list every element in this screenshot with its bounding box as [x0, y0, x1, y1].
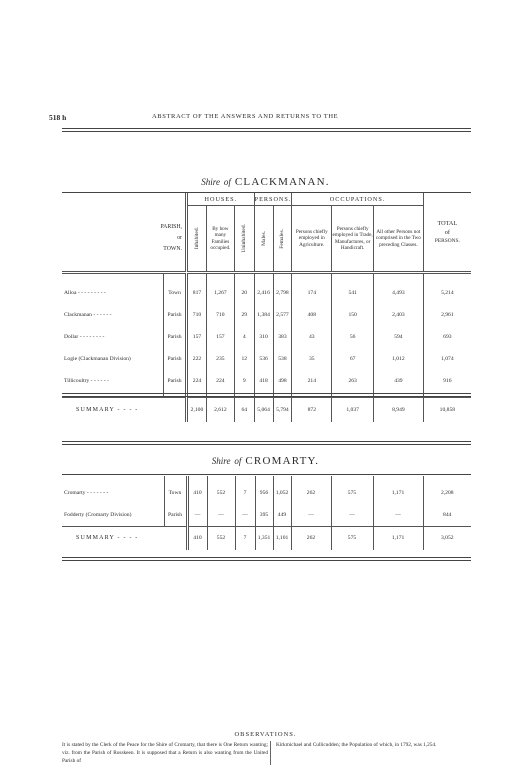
- houses-header: HOUSES.: [187, 193, 255, 206]
- divider: [62, 444, 471, 445]
- divider: [62, 441, 471, 442]
- table-row: Cromarty - - - - - - - Town 410 552 7 956 1,052 262 575 1,171 2,208: [62, 482, 471, 504]
- shire-title-clackmannan: Shire of CLACKMANAN.: [201, 176, 330, 188]
- divider: [62, 131, 471, 132]
- table-row: Alloa - - - - - - - - - Town 817 1,267 20 2,416 2,798 174 541 4,493 5,214: [62, 282, 471, 304]
- table-row: Clackmanan - - - - - - Parish 710 710 29 1,384 2,577 408 150 2,403 2,961: [62, 304, 471, 326]
- divider: [62, 396, 471, 397]
- divider: [62, 557, 471, 558]
- agriculture-header: Persons chiefly employed in Agriculture.: [292, 206, 332, 272]
- page-number: 518 h: [49, 113, 67, 122]
- divider: [62, 474, 471, 475]
- males-header: Males.: [260, 231, 267, 246]
- table-row: Logie (Clackmanan Division) Parish 222 235 12 536 538 35 67 1,012 1,074: [62, 348, 471, 370]
- divider: [270, 741, 271, 765]
- observations-title: OBSERVATIONS.: [234, 731, 297, 738]
- cromarty-table: [62, 476, 471, 550]
- persons-header: PERSONS.: [254, 193, 292, 206]
- other-header: All other Persons not comprised in the Two preceding Classes.: [374, 206, 424, 272]
- divider: [62, 560, 471, 561]
- table-row: Dollar - - - - - - - - Parish 157 157 4 310 383 43 56 594 693: [62, 326, 471, 348]
- observations-left: It is stated by the Clerk of the Peace for the Shire of Cromarty, that there is One Return wanting; viz. from the Parish of Rosskeen. It is supposed that a Return is also wanting from the United Parish of: [62, 742, 268, 764]
- divider: [62, 128, 471, 129]
- total-header: TOTAL of PERSONS.: [434, 219, 460, 244]
- uninhabited-header: Uninhabited.: [241, 224, 248, 253]
- families-header: By how many Families occupied.: [206, 206, 234, 272]
- running-title: ABSTRACT OF THE ANSWERS AND RETURNS TO THE: [152, 113, 339, 120]
- shire-title-cromarty: Shire of CROMARTY.: [211, 455, 320, 467]
- trade-header: Persons chiefly employed in Trade, Manufactures, or Handicraft.: [332, 206, 374, 272]
- table-row: Tillicoultry - - - - - - Parish 224 224 9 418 498 214 263 439 916: [62, 370, 471, 392]
- clackmannan-table: [62, 193, 471, 422]
- inhabited-header: Inhabited.: [193, 227, 200, 250]
- summary-row: SUMMARY - - - - 410 552 7 1,351 1,101 262 575 1,171 3,052: [62, 526, 471, 550]
- females-header: Females.: [279, 228, 286, 249]
- table-row: Fodderty (Cromarty Division) Parish — — — 395 449 — — — 844: [62, 504, 471, 526]
- occupations-header: OCCUPATIONS.: [292, 193, 423, 206]
- parish-header: PARISH, or TOWN.: [62, 206, 187, 272]
- divider: [62, 393, 471, 394]
- observations-right: Kirkmichael and Cullicudden; the Population of which, in 1792, was 1,254.: [276, 742, 437, 748]
- summary-row: SUMMARY - - - - 2,100 2,612 64 5,064 5,794 872 1,037 8,949 10,858: [62, 398, 471, 422]
